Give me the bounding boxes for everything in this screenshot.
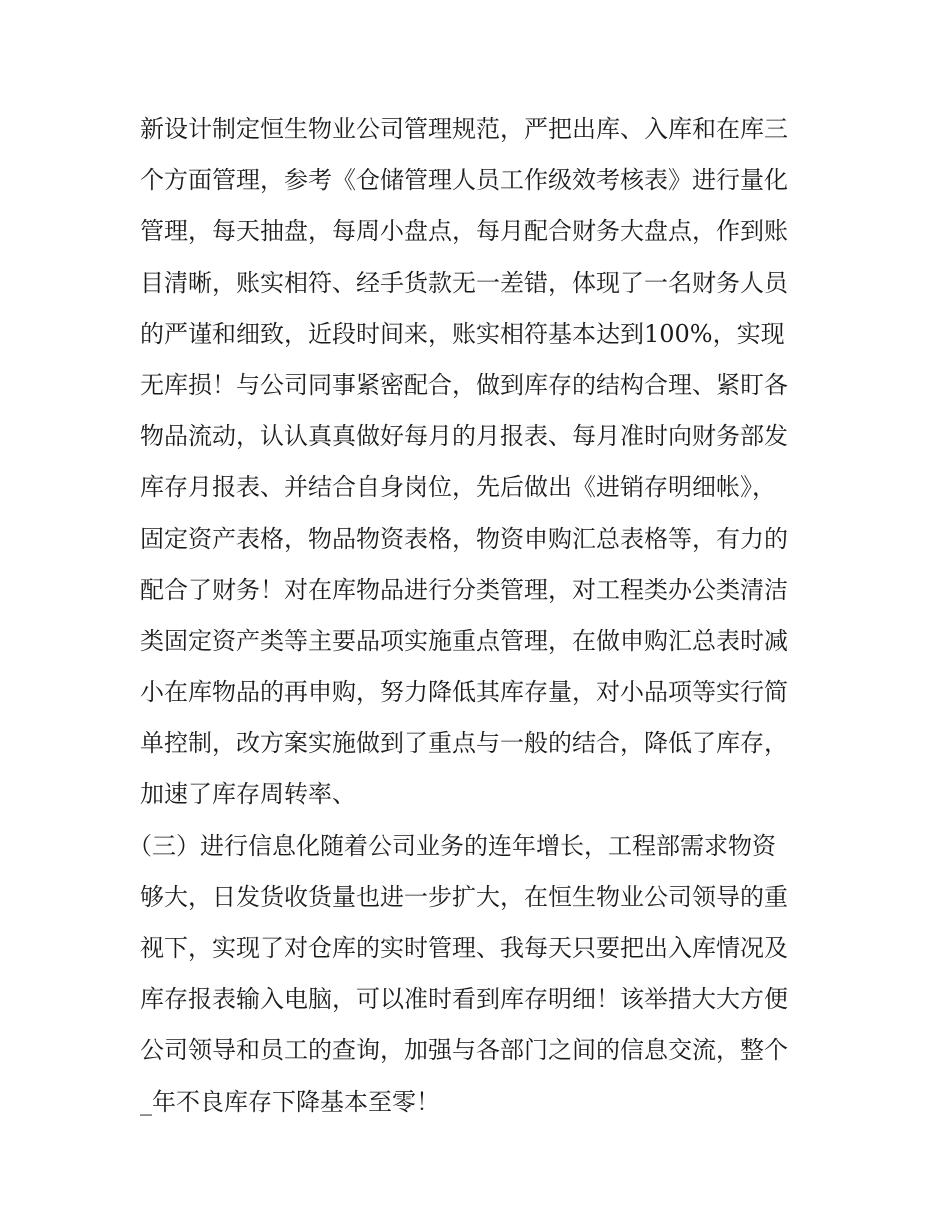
text-line: 够大，日发货收货量也进一步扩大，在恒生物业公司领导的重: [140, 882, 788, 911]
text-line: 加速了库存周转率、: [140, 780, 356, 809]
text-line: 配合了财务！对在库物品进行分类管理，对工程类办公类清洁: [140, 575, 788, 604]
text-line: 小在库物品的再申购，努力降低其库存量，对小品项等实行简: [140, 678, 788, 707]
text-line: 物品流动，认认真真做好每月的月报表、每月准时向财务部发: [140, 422, 788, 451]
text-line: 类固定资产类等主要品项实施重点管理，在做申购汇总表时减: [140, 626, 788, 655]
text-line: 视下，实现了对仓库的实时管理、我每天只要把出入库情况及: [140, 934, 788, 962]
text-line: 个方面管理，参考《仓储管理人员工作级效考核表》进行量化: [140, 166, 788, 195]
text-line: 库存报表输入电脑，可以准时看到库存明细！该举措大大方便: [140, 985, 788, 1014]
text-line: 的严谨和细致，近段时间来，账实相符基本达到100%，实现: [140, 319, 785, 348]
section-heading-line: （三）进行信息化随着公司业务的连年增长，工程部需求物资: [128, 831, 776, 860]
text-line: 库存月报表、并结合自身岗位，先后做出《进销存明细帐》，: [140, 473, 776, 502]
text-line: 公司领导和员工的查询，加强与各部门之间的信息交流，整个: [140, 1036, 788, 1065]
text-line: 新设计制定恒生物业公司管理规范，严把出库、入库和在库三: [140, 115, 788, 143]
text-line: _年不良库存下降基本至零！: [140, 1087, 440, 1116]
text-line: 管理，每天抽盘，每周小盘点，每月配合财务大盘点，作到账: [140, 217, 788, 246]
text-line: 无库损！与公司同事紧密配合，做到库存的结构合理、紧盯各: [140, 370, 788, 399]
text-line: 目清晰，账实相符、经手货款无一差错，体现了一名财务人员: [140, 268, 788, 297]
text-line: 单控制，改方案实施做到了重点与一般的结合，降低了库存，: [140, 729, 788, 758]
text-line: 固定资产表格，物品物资表格，物资申购汇总表格等，有力的: [140, 524, 788, 553]
body-text: [128, 104, 830, 1128]
